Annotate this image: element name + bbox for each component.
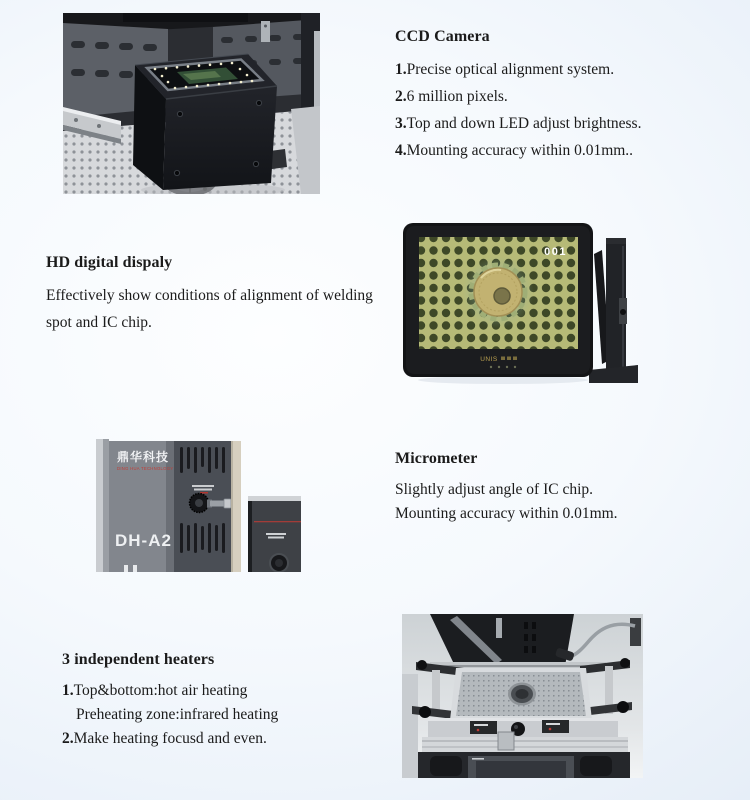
- heaters-section: [62, 651, 278, 751]
- brand-en-text: DING HUA TECHNOLOGY: [117, 466, 174, 471]
- item-number: 2.: [395, 88, 407, 105]
- vented-panel: [174, 441, 231, 572]
- item-text: Make heating focusd and even.: [73, 730, 267, 747]
- screen-counter: 001: [544, 246, 567, 258]
- monitor-brand-logo: UNIS: [480, 356, 498, 363]
- section-title: HD digital dispaly: [46, 254, 173, 271]
- feature-item: [62, 679, 278, 703]
- feature-line: Mounting accuracy within 0.01mm.: [395, 505, 618, 522]
- ccd-camera-box: [133, 54, 277, 190]
- hd-display-section: [46, 254, 373, 336]
- feature-line: Slightly adjust angle of IC chip.: [395, 481, 594, 498]
- front-control-panel: [418, 752, 630, 778]
- feature-item: [62, 727, 278, 751]
- section-title: 3 independent heaters: [62, 651, 215, 668]
- ccd-camera-section: [395, 28, 641, 164]
- item-text: 6 million pixels.: [406, 88, 508, 105]
- monitor-stand: [589, 238, 638, 383]
- control-panel-photo: [96, 433, 301, 572]
- model-label: DH-A2: [115, 531, 172, 550]
- metal-bracket: [261, 21, 270, 42]
- micrometer-section: [395, 450, 618, 526]
- branded-panel: [109, 441, 174, 572]
- item-text: Mounting accuracy within 0.01mm..: [406, 142, 634, 159]
- item-text: Top and down LED adjust brightness.: [406, 115, 642, 132]
- brand-cjk-mark: [501, 357, 517, 361]
- item-text: Preheating zone:infrared heating: [76, 706, 279, 723]
- heater-module-left: [470, 721, 497, 734]
- front-beam: [428, 718, 618, 737]
- stand-base: [589, 365, 638, 383]
- heater-station-illustration: [402, 614, 643, 778]
- item-number: 1.: [395, 61, 407, 78]
- feature-item: [395, 56, 641, 83]
- heater-panel: [248, 496, 301, 572]
- item-number: 1.: [62, 682, 74, 699]
- item-number: 2.: [62, 730, 74, 747]
- feature-item: [395, 83, 641, 110]
- section-title: CCD Camera: [395, 28, 490, 45]
- item-number: 4.: [395, 142, 407, 159]
- control-panel-illustration: [96, 433, 301, 572]
- heating-plate: [450, 668, 592, 720]
- hd-display-photo: [403, 220, 638, 386]
- ccd-camera-illustration: [63, 13, 320, 194]
- feature-item: [395, 137, 641, 164]
- item-text: Precise optical alignment system.: [406, 61, 615, 78]
- section-title: Micrometer: [395, 450, 478, 467]
- feature-item: [62, 703, 278, 727]
- heater-module-right: [542, 720, 569, 733]
- item-text: Top&bottom:hot air heating: [73, 682, 248, 699]
- monitor: [403, 223, 593, 377]
- hd-display-illustration: [403, 220, 638, 386]
- feature-item: [395, 110, 641, 137]
- feature-line: Effectively show conditions of alignment of welding: [46, 287, 373, 304]
- brand-cn-text: 鼎华科技: [117, 450, 170, 464]
- item-number: 3.: [395, 115, 407, 132]
- feature-line: spot and IC chip.: [46, 314, 152, 331]
- ccd-camera-photo: [63, 13, 320, 194]
- heater-station-photo: [402, 614, 643, 778]
